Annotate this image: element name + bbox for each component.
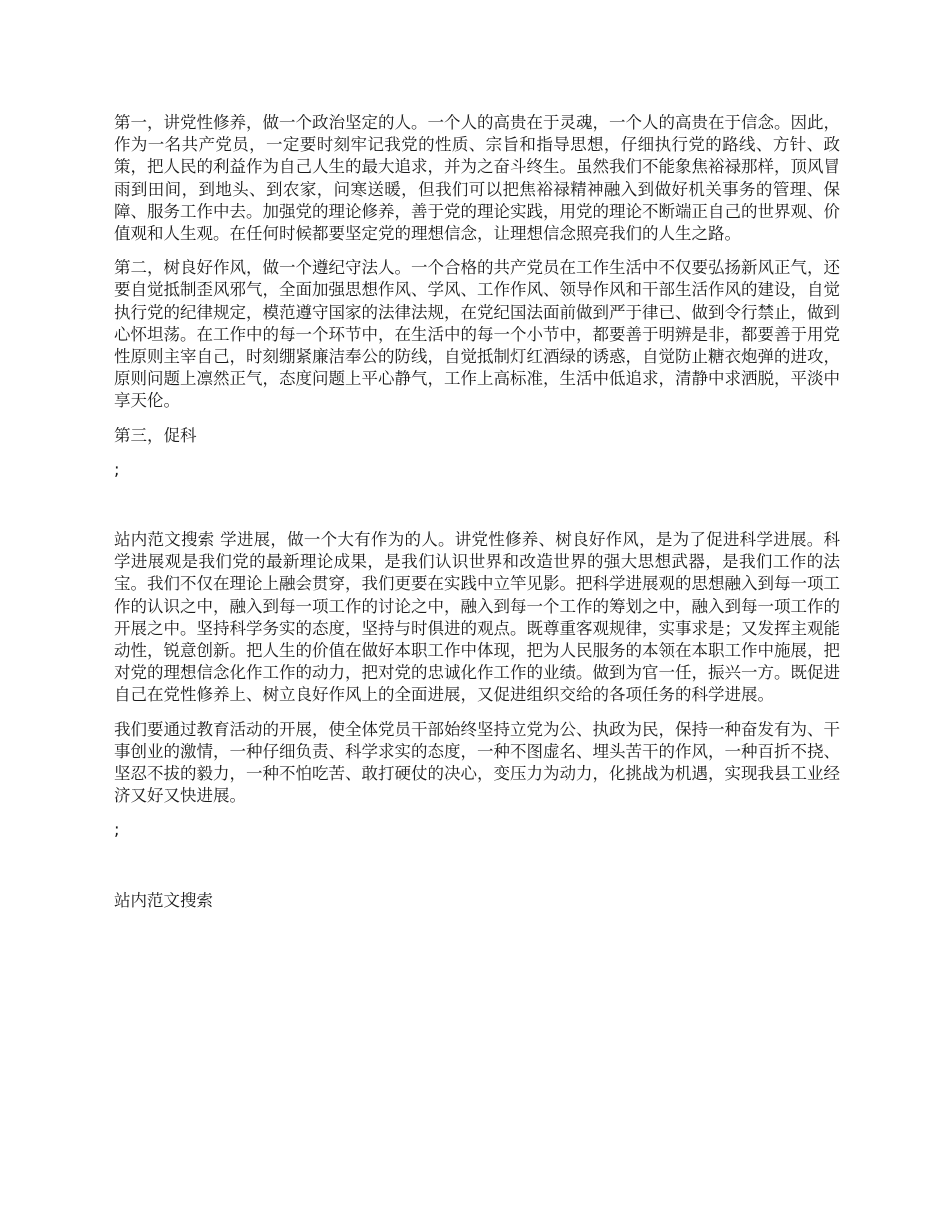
document-body xyxy=(114,112,840,912)
paragraph-third-heading: 第三，促科 xyxy=(114,425,197,445)
paragraph-science-development: 站内范文搜索 学进展，做一个大有作为的人。讲党性修养、树良好作风，是为了促进科学进展。科学进展观是我们党的最新理论成果，是我们认识世界和改造世界的强大思想武器，是我们工作的法宝。我们不仅在理论上融会贯穿，我们更要在实践中立竿见影。把科学进展观的思想融入到每一项工作的认识之中，融入到每一项工作的讨论之中，融入到每一个工作的筹划之中，融入到每一项工作的开展之中。坚持科学务实的态度，坚持与时俱进的观点。既尊重客观规律，实事求是；又发挥主观能动性，锐意创新。把人生的价值在做好本职工作中体现，把为人民服务的本领在本职工作中施展，把对党的理想信念化作工作的动力，把对党的忠诚化作工作的业绩。做到为官一任，振兴一方。既促进自己在党性修养上、树立良好作风上的全面进展，又促进组织交给的各项任务的科学进展。 xyxy=(114,530,840,705)
site-search-link[interactable]: 站内范文搜索 xyxy=(114,890,213,910)
paragraph-education-activity: 我们要通过教育活动的开展，使全体党员干部始终坚持立党为公、执政为民，保持一种奋发有为、干事创业的激情，一种仔细负责、科学求实的态度，一种不图虚名、埋头苦干的作风，一种百折不挠、坚忍不拔的毅力，一种不怕吃苦、敢打硬仗的决心，变压力为动力，化挑战为机遇，实现我县工业经济又好又快进展。 xyxy=(114,719,840,806)
separator-semicolon: ; xyxy=(114,820,120,840)
spacer xyxy=(114,481,840,529)
separator-semicolon: ; xyxy=(114,459,120,479)
paragraph-first: 第一，讲党性修养，做一个政治坚定的人。一个人的高贵在于灵魂，一个人的高贵在于信念。因此，作为一名共产党员，一定要时刻牢记我党的性质、宗旨和指导思想，仔细执行党的路线、方针、政策，把人民的利益作为自己人生的最大追求，并为之奋斗终生。虽然我们不能象焦裕禄那样，顶风冒雨到田间，到地头、到农家，问寒送暖，但我们可以把焦裕禄精神融入到做好机关事务的管理、保障、服务工作中去。加强党的理论修养，善于党的理论实践，用党的理论不断端正自己的世界观、价值观和人生观。在任何时候都要坚定党的理想信念，让理想信念照亮我们的人生之路。 xyxy=(114,113,840,244)
paragraph-second: 第二，树良好作风，做一个遵纪守法人。一个合格的共产党员在工作生活中不仅要弘扬新风正气，还要自觉抵制歪风邪气，全面加强思想作风、学风、工作作风、领导作风和干部生活作风的建设，自觉执行党的纪律规定，模范遵守国家的法律法规，在党纪国法面前做到严于律已、做到令行禁止，做到心怀坦荡。在工作中的每一个环节中，在生活中的每一个小节中，都要善于明辨是非，都要善于用党性原则主宰自己，时刻绷紧廉洁奉公的防线，自觉抵制灯红酒绿的诱惑，自觉防止糖衣炮弹的进攻，原则问题上凛然正气，态度问题上平心静气，工作上高标准，生活中低追求，清静中求洒脱，平淡中享天伦。 xyxy=(114,258,840,411)
spacer xyxy=(114,842,840,890)
